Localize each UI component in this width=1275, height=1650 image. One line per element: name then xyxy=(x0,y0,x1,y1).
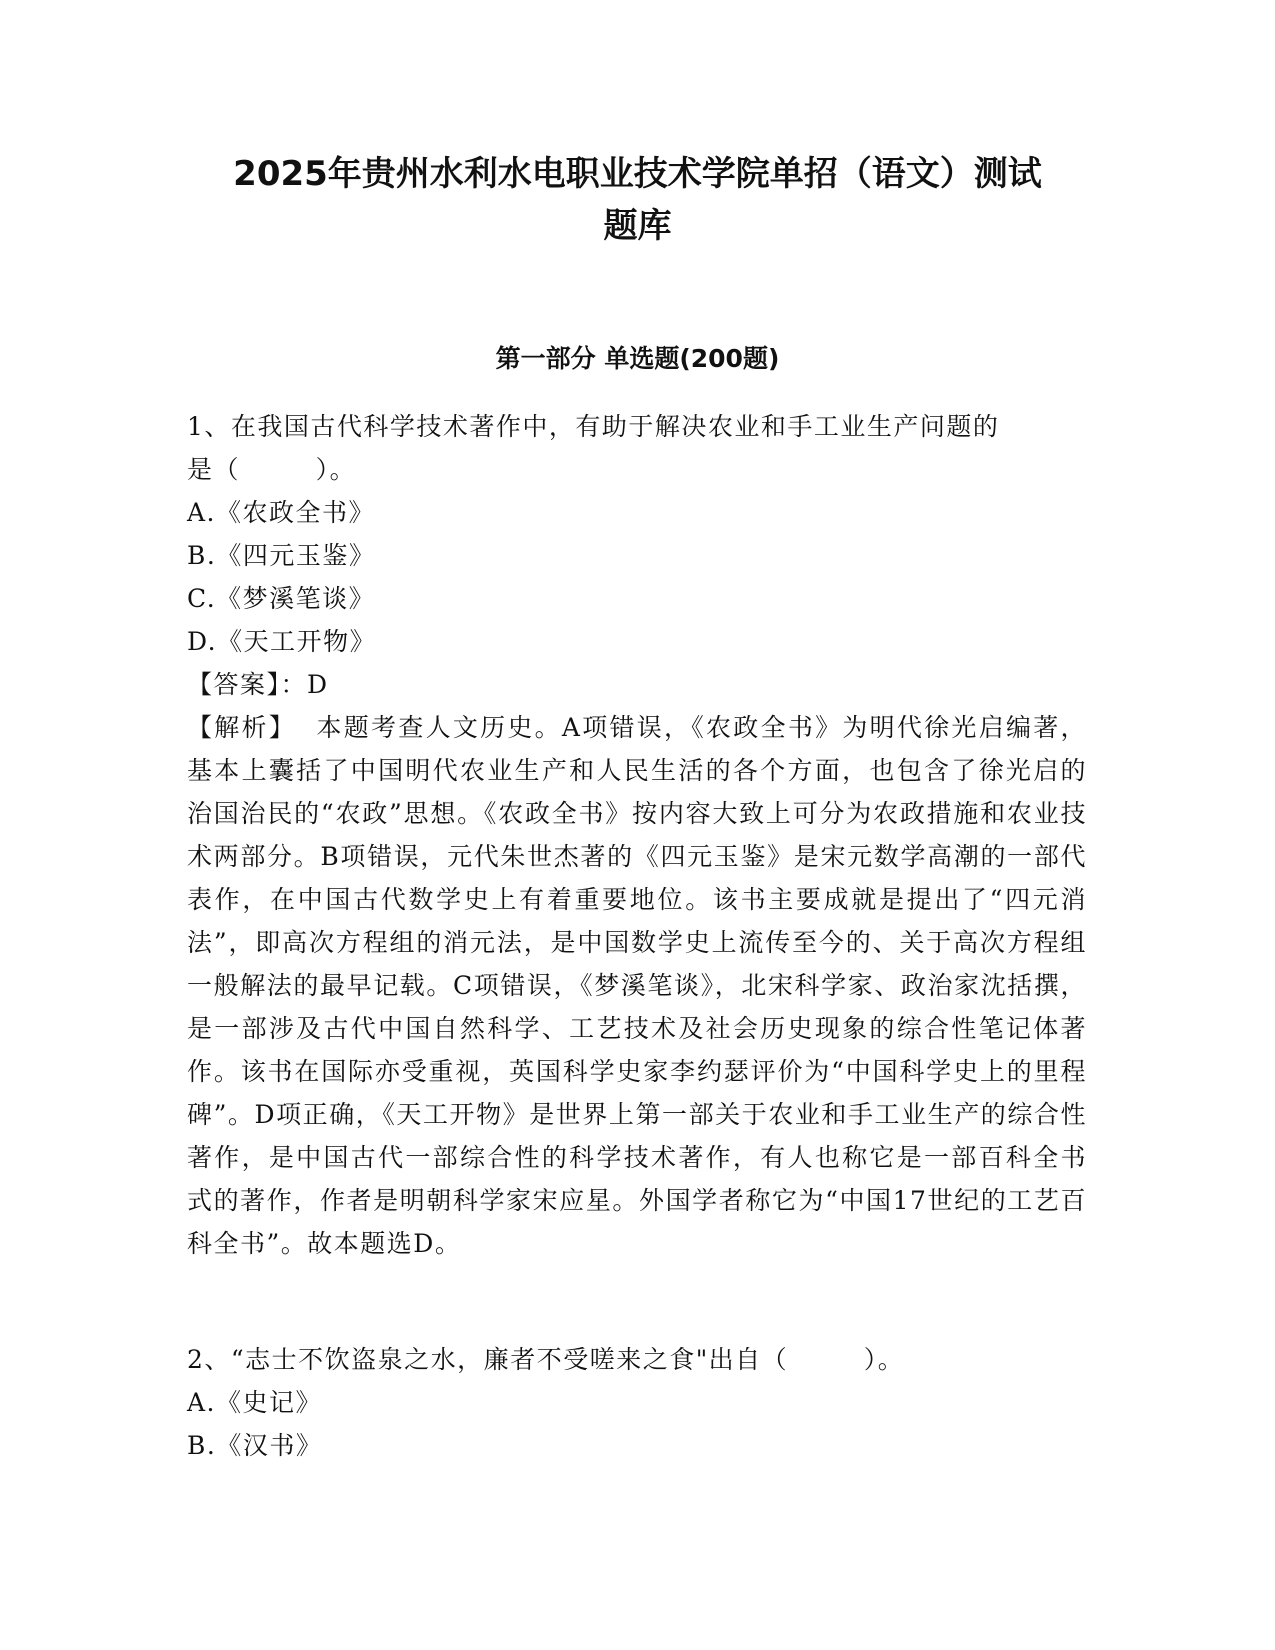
option-d: D.《天工开物》 xyxy=(187,627,377,656)
section-heading: 第一部分 单选题(200题) xyxy=(495,344,780,373)
explanation-text: 本题考查人文历史。A项错误，《农政全书》为明代徐光启编著，基本上囊括了中国明代农业生产和人民生活的各个方面，也包含了徐光启的治国治民的“农政”思想。《农政全书》按内容大致上可分为农政措施和农业技术两部分。B项错误，元代朱世杰著的《四元玉鉴》是宋元数学高潮的一部代表作，在中国古代数学史上有着重要地位。该书主要成就是提出了“四元消法”，即高次方程组的消元法，是中国数学史上流传至今的、关于高次方程组一般解法的最早记载。C项错误，《梦溪笔谈》，北宋科学家、政治家沈括撰，是一部涉及古代中国自然科学、工艺技术及社会历史现象的综合性笔记体著作。该书在国际亦受重视，英国科学史家李约瑟评价为“中国科学史上的里程碑”。D项正确，《天工开物》是世界上第一部关于农业和手工业生产的综合性著作，是中国古代一部综合性的科学技术著作，有人也称它是一部百科全书式的著作，作者是明朝科学家宋应星。外国学者称它为“中国17世纪的工艺百科全书”。故本题选D。 xyxy=(187,713,1087,1258)
option-b: B.《汉书》 xyxy=(187,1431,323,1460)
option-a: A.《农政全书》 xyxy=(187,498,376,527)
explanation-paragraph xyxy=(187,706,1087,1265)
document-title-line-1: 2025年贵州水利水电职业技术学院单招（语文）测试 xyxy=(233,154,1042,194)
document-title-line-2: 题库 xyxy=(603,206,672,246)
answer-line xyxy=(187,663,1087,706)
answer-label: 【答案】： xyxy=(187,670,308,699)
question-stem-line: 是（ ）。 xyxy=(187,455,357,484)
question-1 xyxy=(187,405,1087,1265)
option-c: C.《梦溪笔谈》 xyxy=(187,584,376,613)
option-a: A.《史记》 xyxy=(187,1388,323,1417)
question-stem-line: 2、“志士不饮盗泉之水，廉者不受嗟来之食"出自（ ）。 xyxy=(187,1345,905,1374)
question-stem-line: 1、在我国古代科学技术著作中，有助于解决农业和手工业生产问题的 xyxy=(187,412,1000,441)
document-title xyxy=(150,148,1125,252)
option-b: B.《四元玉鉴》 xyxy=(187,541,376,570)
answer-value: D xyxy=(307,670,329,699)
question-2 xyxy=(187,1338,1087,1467)
explanation-label: 【解析】 xyxy=(187,713,317,742)
